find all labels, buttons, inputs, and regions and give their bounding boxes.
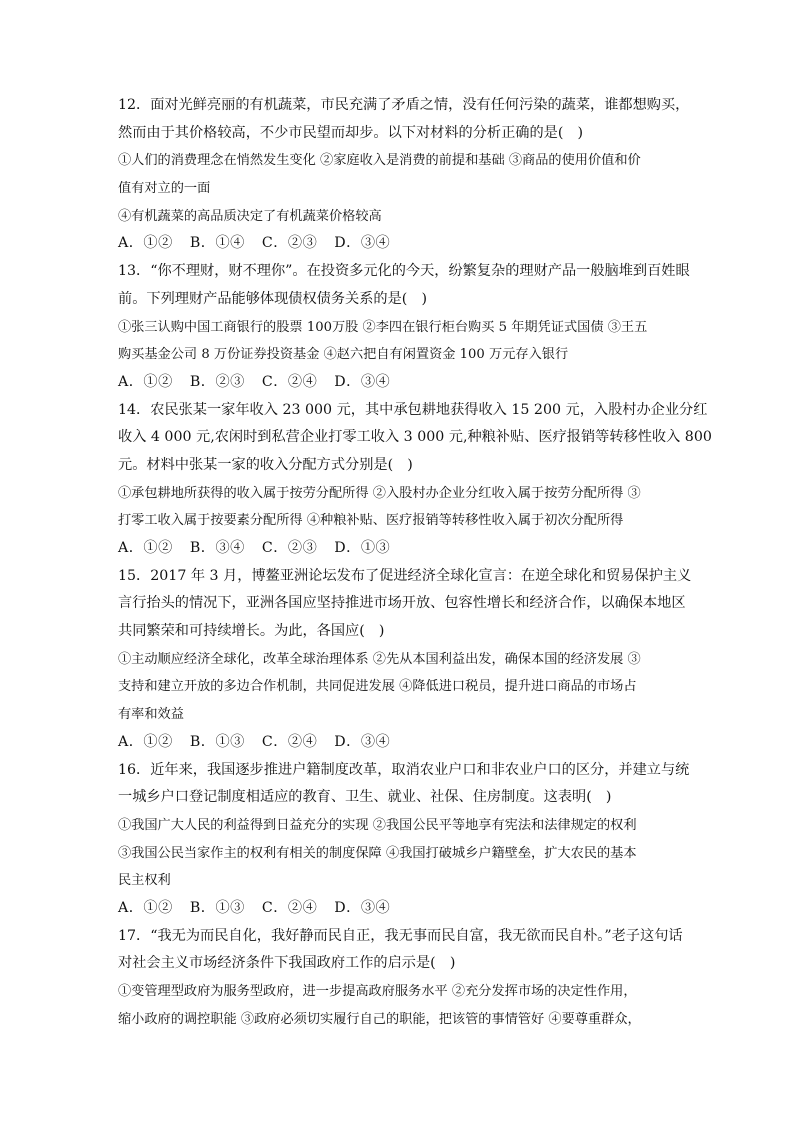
statement-line: 购买基金公司 8 万份证券投资基金 ④赵六把自有闲置资金 100 万元存入银行 (118, 347, 569, 363)
choice-b[interactable]: B．①③ (189, 733, 245, 750)
choice-d[interactable]: D．③④ (334, 373, 391, 390)
statement-line: ③我国公民当家作主的权利有相关的制度保障 ④我国打破城乡户籍壁垒，扩大农民的基本 (118, 845, 637, 861)
statement-line: 有率和效益 (118, 707, 184, 723)
choice-a[interactable]: A．①② (118, 899, 173, 916)
answer-choices (118, 230, 680, 258)
choice-b[interactable]: B．①④ (189, 235, 245, 252)
question-stem-line: 一城乡户口登记制度相适应的教育、卫生、就业、社保、住房制度。这表明( ) (118, 789, 612, 806)
statement-line: ①人们的消费理念在悄然发生变化 ②家庭收入是消费的前提和基础 ③商品的使用价值和价 (118, 153, 641, 169)
question-17 (118, 923, 683, 1034)
answer-choices (118, 369, 680, 397)
choice-a[interactable]: A．①② (118, 733, 173, 750)
statement-line: ①变管理型政府为服务型政府，进一步提高政府服务水平 ②充分发挥市场的决定性作用， (118, 984, 637, 999)
choice-c[interactable]: C．②③ (261, 235, 318, 252)
question-16 (118, 757, 690, 923)
exam-page (118, 92, 712, 1033)
choice-c[interactable]: C．②④ (261, 899, 318, 916)
choice-c[interactable]: C．②④ (261, 733, 318, 750)
choice-d[interactable]: D．③④ (334, 235, 391, 252)
question-stem-line: 言行抬头的情况下，亚洲各国应坚持推进市场开放、包容性增长和经济合作，以确保本地区 (118, 595, 686, 612)
statement-line: ①承包耕地所获得的收入属于按劳分配所得 ②入股村办企业分红收入属于按劳分配所得 ③ (118, 485, 641, 501)
question-14 (118, 397, 712, 563)
choice-b[interactable]: B．②③ (189, 373, 245, 390)
question-stem-line: 12．面对光鲜亮丽的有机蔬菜，市民充满了矛盾之情，没有任何污染的蔬菜，谁都想购买， (118, 97, 690, 113)
question-stem-line: 16．近年来，我国逐步推进户籍制度改革，取消农业户口和非农业户口的区分，并建立与统 (118, 761, 690, 778)
choice-a[interactable]: A．①② (118, 540, 173, 556)
statement-line: 值有对立的一面 (118, 181, 211, 197)
statement-line: ①张三认购中国工商银行的股票 100万股 ②李四在银行柜台购买 5 年期凭证式国债 ③王五 (118, 319, 648, 335)
question-stem-line: 收入 4 000 元,农闲时到私营企业打零工收入 3 000 元,种粮补贴、医疗报销等转移性收入 800 (118, 429, 712, 446)
choice-c[interactable]: C．②③ (261, 540, 318, 556)
statement-line: ①我国广大人民的利益得到日益充分的实现 ②我国公民平等地享有宪法和法律规定的权利 (118, 817, 637, 833)
question-15 (118, 563, 692, 757)
statement-line: 缩小政府的调控职能 ③政府必须切实履行自己的职能，把该管的事情管好 ④要尊重群众， (118, 1011, 641, 1027)
question-stem-line: 15．2017 年 3 月，博鳌亚洲论坛发布了促进经济全球化宣言：在逆全球化和贸易保护主义 (118, 567, 692, 584)
choice-b[interactable]: B．③④ (189, 540, 245, 556)
statement-line: 支持和建立开放的多边合作机制，共同促进发展 ④降低进口税员，提升进口商品的市场占 (118, 679, 637, 695)
choice-a[interactable]: A．①② (118, 373, 173, 390)
question-stem-line: 元。材料中张某一家的收入分配方式分别是( ) (118, 456, 413, 473)
statement-line: ①主动顺应经济全球化，改革全球治理体系 ②先从本国利益出发，确保本国的经济发展 ③ (118, 651, 641, 667)
choice-b[interactable]: B．①③ (189, 899, 245, 916)
answer-choices (118, 729, 680, 757)
question-12 (118, 92, 690, 258)
choice-a[interactable]: A．①② (118, 235, 173, 252)
choice-d[interactable]: D．③④ (334, 899, 391, 916)
question-stem-line: 13．“你不理财，财不理你”。在投资多元化的今天，纷繁复杂的理财产品一般脑堆到百姓眼 (118, 263, 690, 280)
question-stem-line: 14．农民张某一家年收入 23 000 元，其中承包耕地获得收入 15 200 元，入股村办企业分红 (118, 401, 708, 418)
question-stem-line: 17．“我无为而民自化，我好静而民自正，我无事而民自富，我无欲而民自朴。”老子这句话 (118, 927, 683, 944)
statement-line: 打零工收入属于按要素分配所得 ④种粮补贴、医疗报销等转移性收入属于初次分配所得 (118, 513, 624, 529)
answer-choices (118, 535, 680, 563)
question-stem-line: 对社会主义市场经济条件下我国政府工作的启示是( ) (118, 955, 456, 972)
question-stem-line: 共同繁荣和可持续增长。为此，各国应( ) (118, 623, 385, 640)
choice-d[interactable]: D．①③ (334, 540, 391, 556)
statement-line: ④有机蔬菜的高品质决定了有机蔬菜价格较高 (118, 208, 382, 224)
choice-c[interactable]: C．②④ (261, 373, 318, 390)
choice-d[interactable]: D．③④ (334, 733, 391, 750)
answer-choices (118, 895, 680, 923)
question-stem-line: 前。下列理财产品能够体现债权债务关系的是( ) (118, 290, 428, 307)
question-13 (118, 258, 690, 396)
statement-line: 民主权利 (118, 873, 171, 889)
question-stem-line: 然而由于其价格较高，不少市民望而却步。以下对材料的分析正确的是( ) (118, 124, 584, 141)
